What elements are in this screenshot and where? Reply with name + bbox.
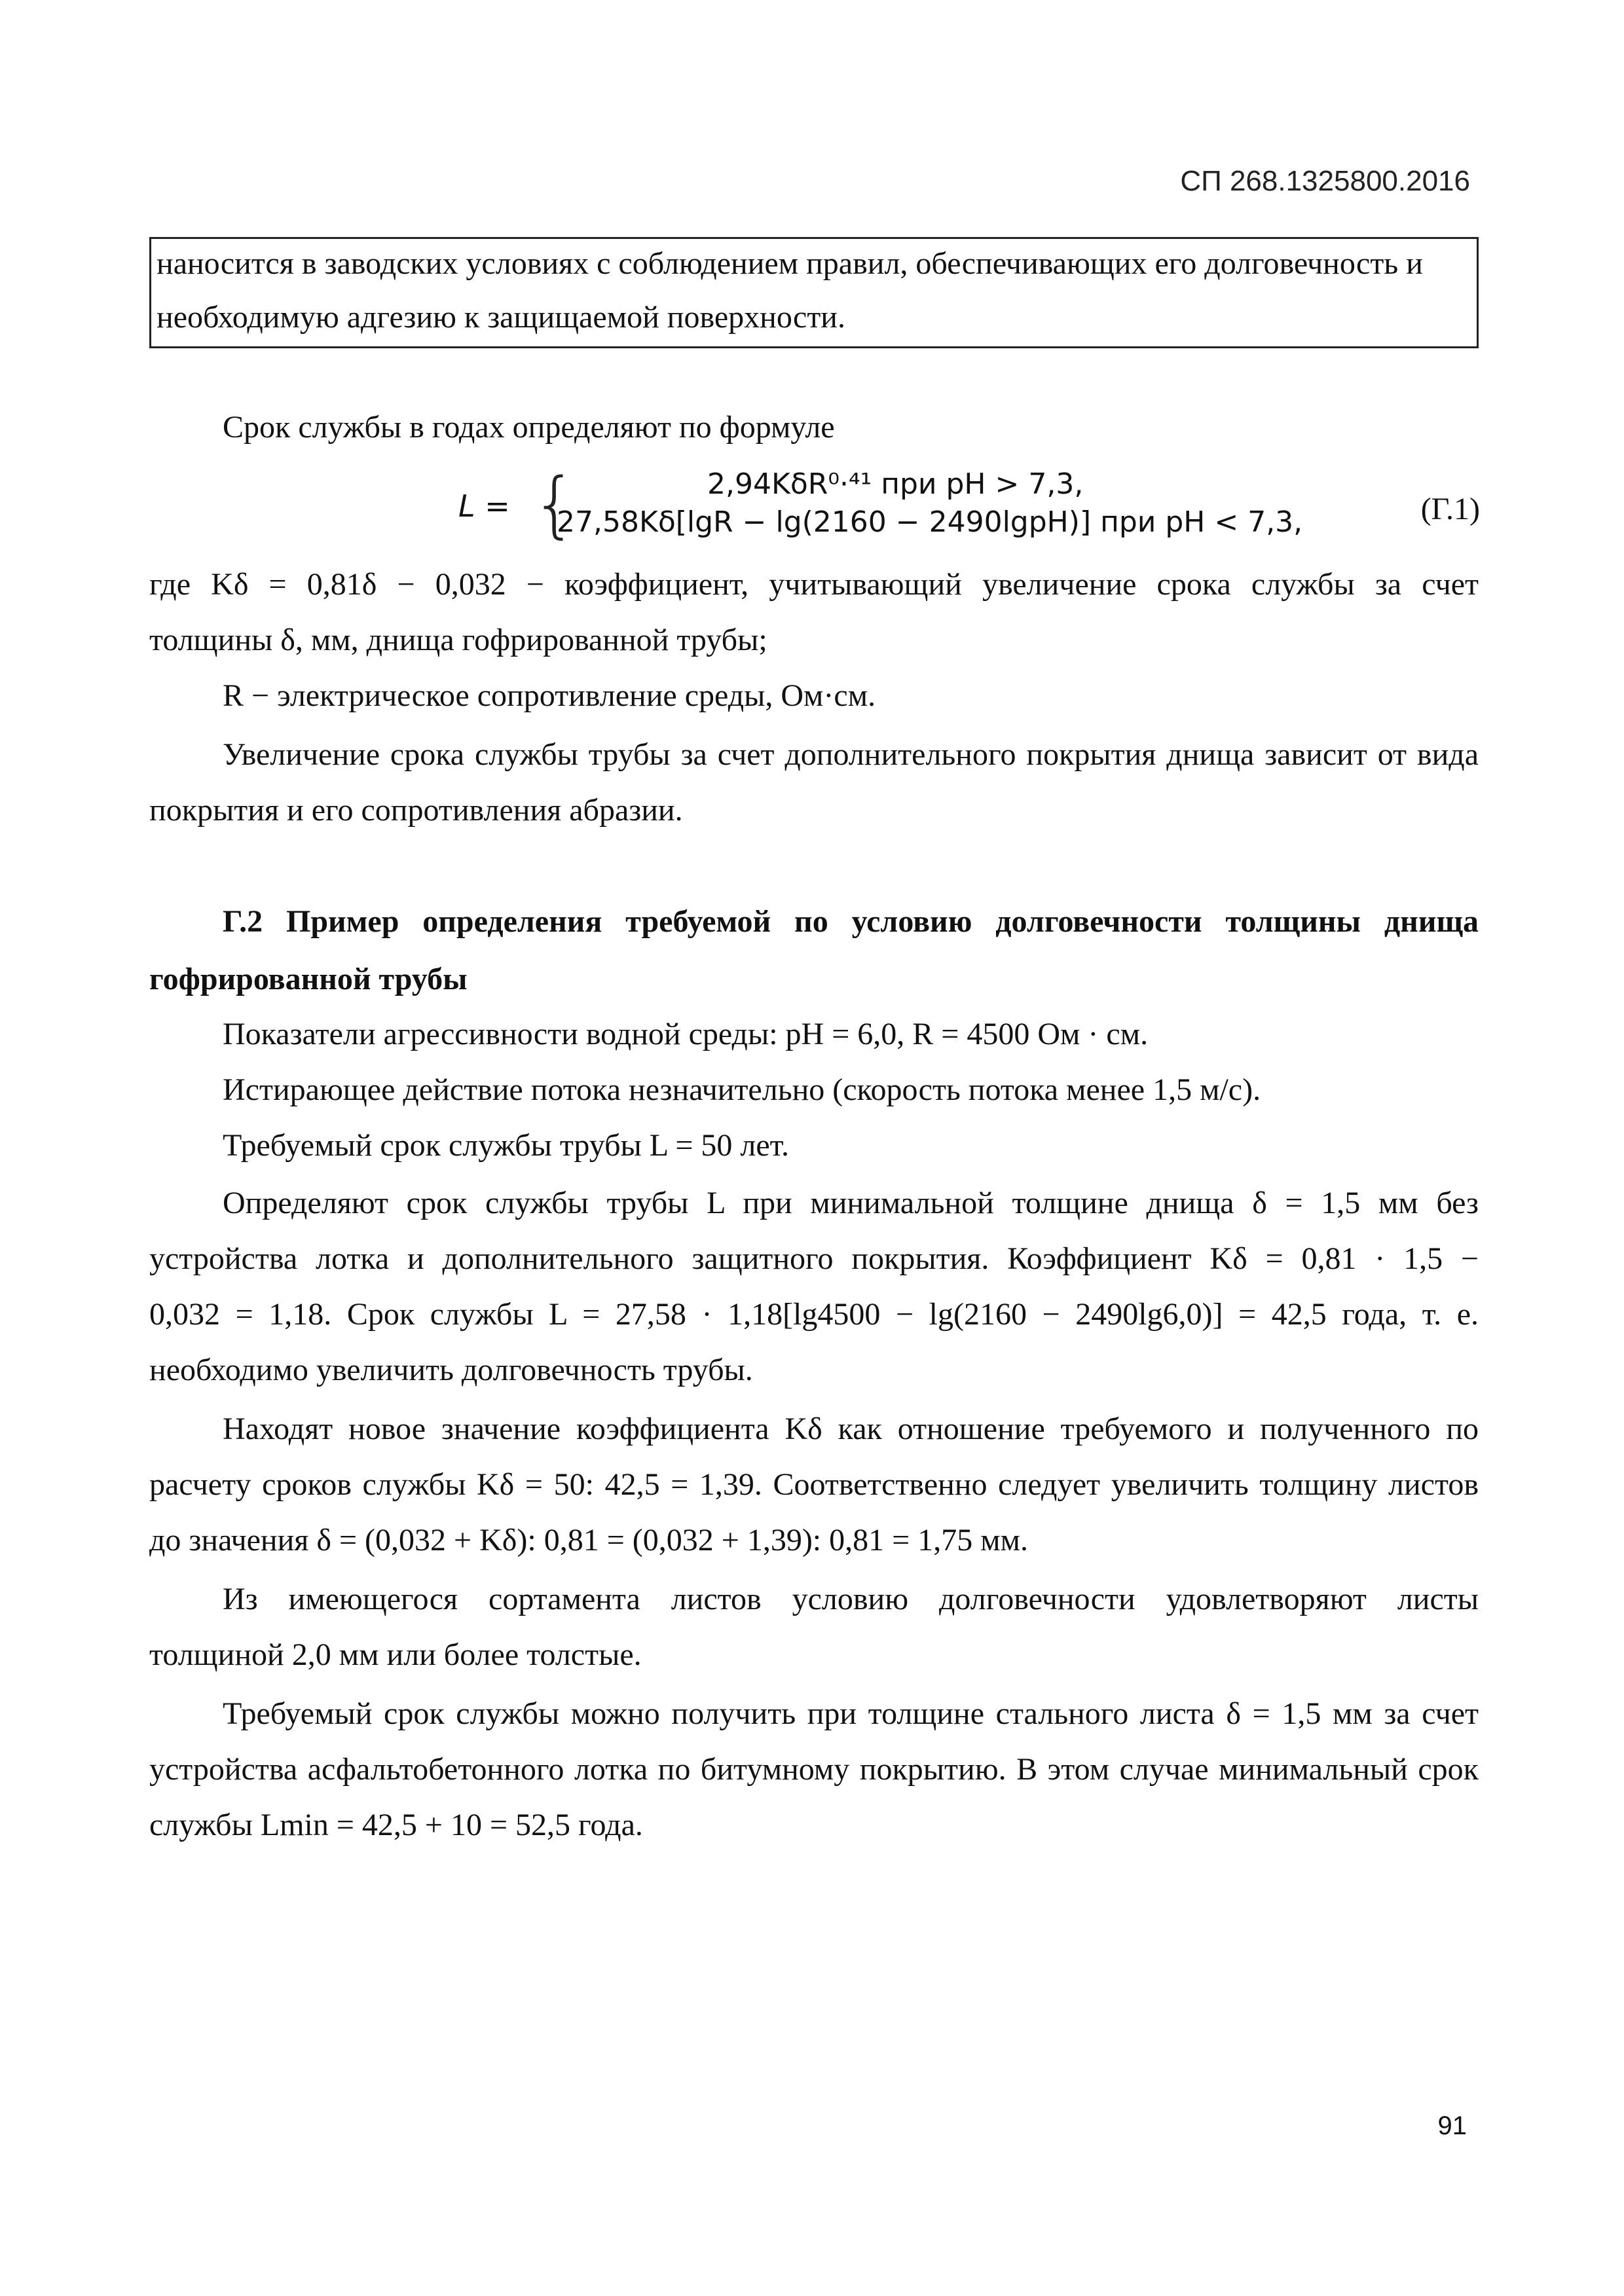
example-line-3: Требуемый срок службы трубы L = 50 лет.: [223, 1128, 790, 1163]
section-heading-line-1: Г.2 Пример определения требуемой по условию долговечности толщины днища: [223, 904, 1479, 939]
section-heading-line-2: гофрированной трубы: [149, 962, 468, 996]
r-definition: R − электрическое сопротивление среды, Ом·см.: [223, 678, 876, 713]
p3-line-1: Из имеющегося сортамента листов условию долговечности удовлетворяют листы: [223, 1582, 1479, 1616]
formula-case-1: 2,94KδR⁰·⁴¹ при pH > 7,3,: [707, 467, 1084, 501]
para1-line-2: покрытия и его сопротивления абразии.: [149, 793, 683, 828]
p1-line-4: необходимо увеличить долговечность трубы.: [149, 1353, 753, 1387]
p1-line-3: 0,032 = 1,18. Срок службы L = 27,58 · 1,18[lg4500 − lg(2160 − 2490lg6,0)] = 42,5 года, т. е.: [149, 1297, 1479, 1332]
p1-line-2: устройства лотка и дополнительного защитного покрытия. Коэффициент Kδ = 0,81 · 1,5 −: [149, 1241, 1479, 1276]
page-number: 91: [1437, 2111, 1467, 2140]
p4-line-1: Требуемый срок службы можно получить при толщине стального листа δ = 1,5 мм за счет: [223, 1696, 1479, 1731]
boxed-amendment: [149, 237, 1479, 348]
p4-line-2: устройства асфальтобетонного лотка по битумному покрытию. В этом случае минимальный срок: [149, 1752, 1479, 1787]
formula-case-2: 27,58Kδ[lgR − lg(2160 − 2490lgpH)] при pH < 7,3,: [557, 505, 1303, 539]
p1-line-1: Определяют срок службы трубы L при минимальной толщине днища δ = 1,5 мм без: [223, 1186, 1479, 1220]
formula-g1: [458, 462, 1480, 550]
p2-line-2: расчету сроков службы Kδ = 50: 42,5 = 1,39. Соответственно следует увеличить толщину листов: [149, 1467, 1479, 1502]
p2-line-3: до значения δ = (0,032 + Kδ): 0,81 = (0,032 + 1,39): 0,81 = 1,75 мм.: [149, 1523, 1028, 1558]
p3-line-2: толщиной 2,0 мм или более толстые.: [149, 1637, 642, 1672]
formula-intro: Срок службы в годах определяют по формуле: [223, 410, 835, 445]
document-code: СП 268.1325800.2016: [1180, 165, 1470, 197]
example-line-2: Истирающее действие потока незначительно (скорость потока менее 1,5 м/с).: [223, 1072, 1261, 1107]
p4-line-3: службы Lmin = 42,5 + 10 = 52,5 года.: [149, 1808, 643, 1842]
boxed-line-2: необходимую адгезию к защищаемой поверхности.: [157, 300, 845, 335]
where-line-2: толщины δ, мм, днища гофрированной трубы;: [149, 623, 767, 657]
formula-brace: {: [532, 462, 578, 546]
where-line-1: где Kδ = 0,81δ − 0,032 − коэффициент, учитывающий увеличение срока службы за счет: [149, 567, 1479, 602]
para1-line-1: Увеличение срока службы трубы за счет дополнительного покрытия днища зависит от вида: [223, 737, 1479, 772]
example-line-1: Показатели агрессивности водной среды: pH = 6,0, R = 4500 Ом · см.: [223, 1017, 1149, 1051]
p2-line-1: Находят новое значение коэффициента Kδ как отношение требуемого и полученного по: [223, 1412, 1479, 1446]
formula-number: (Г.1): [1420, 492, 1480, 526]
boxed-line-1: наносится в заводских условиях с соблюдением правил, обеспечивающих его долговечность и: [157, 246, 1423, 281]
formula-lhs: L =: [458, 488, 510, 524]
